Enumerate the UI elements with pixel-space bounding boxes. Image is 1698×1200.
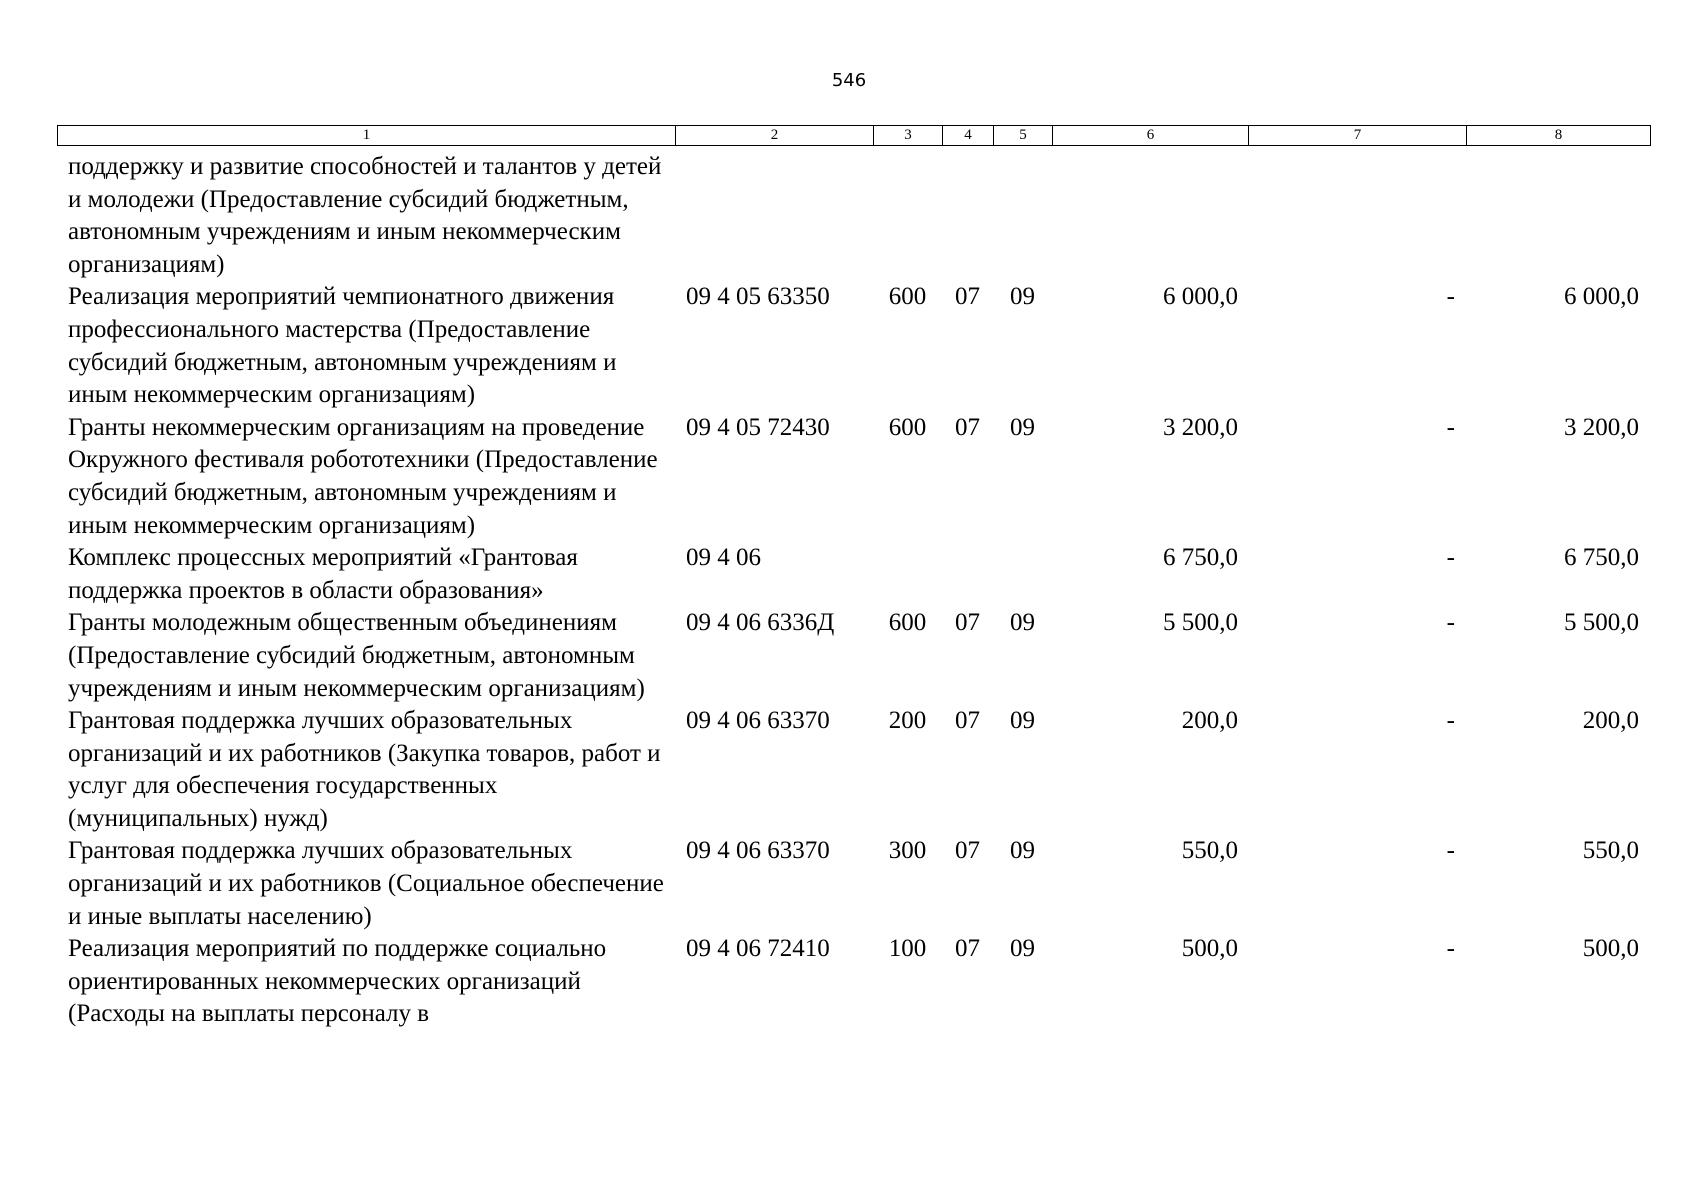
row-code: 09 4 06 63370 [686, 837, 830, 865]
row-name: Гранты молодежным общественным объединениям (Предоставление субсидий бюджетным, автономным учреждениям и иным некоммерческим организациям) [68, 609, 645, 702]
row-vr: 600 [888, 283, 927, 311]
header-row [58, 126, 1651, 146]
row-code [675, 151, 873, 281]
row-vr [873, 151, 942, 281]
page-number: 546 [831, 70, 867, 91]
row-sum1: 550,0 [1181, 837, 1238, 865]
row-change: - [1446, 837, 1455, 865]
row-rz: 07 [955, 283, 980, 311]
row-rz: 07 [955, 413, 980, 441]
table-row [57, 542, 1650, 607]
row-pr [993, 151, 1052, 281]
table-row [57, 281, 1650, 411]
row-change: - [1446, 707, 1455, 735]
row-pr: 09 [1010, 609, 1035, 637]
row-name: Грантовая поддержка лучших образовательных организаций и их работников (Закупка товаров, работ и услуг для обеспечения государственных (муниципальных) нужд) [68, 707, 661, 832]
row-sum2: 5 500,0 [1564, 609, 1639, 637]
row-name: Реализация мероприятий по поддержке социально ориентированных некоммерческих организаций (Расходы на выплаты персоналу в [68, 935, 607, 1028]
row-sum2: 500,0 [1582, 935, 1639, 963]
row-vr [873, 542, 942, 607]
row-vr: 200 [888, 707, 927, 735]
header-cell-2: 2 [676, 126, 874, 146]
row-rz: 07 [955, 837, 980, 865]
header-cell-5: 5 [994, 126, 1053, 146]
row-change: - [1446, 935, 1455, 963]
header-cell-8: 8 [1467, 126, 1651, 146]
row-sum1: 3 200,0 [1163, 413, 1238, 441]
row-change: - [1446, 283, 1455, 311]
row-sum2 [1466, 151, 1650, 281]
table-row [57, 607, 1650, 705]
row-sum1: 200,0 [1181, 707, 1238, 735]
header-cell-4: 4 [943, 126, 994, 146]
row-sum2: 6 750,0 [1564, 544, 1639, 572]
row-name: Гранты некоммерческим организациям на проведение Окружного фестиваля робототехники (Предоставление субсидий бюджетным, автономным учреждениям и иным некоммерческим организациям) [68, 413, 658, 539]
table-row [57, 151, 1650, 281]
row-change: - [1446, 413, 1455, 441]
row-sum1: 6 750,0 [1163, 544, 1238, 572]
row-pr: 09 [1010, 283, 1035, 311]
row-vr: 300 [888, 837, 927, 865]
header-cell-1: 1 [58, 126, 676, 146]
row-name: Комплекс процессных мероприятий «Грантовая поддержка проектов в области образования» [68, 544, 578, 604]
row-rz: 07 [955, 609, 980, 637]
row-code: 09 4 05 72430 [686, 413, 830, 441]
row-pr [993, 542, 1052, 607]
column-number-header [57, 125, 1651, 146]
table-row [57, 705, 1650, 835]
row-vr: 600 [888, 609, 927, 637]
row-name: поддержку и развитие способностей и талантов у детей и молодежи (Предоставление субсидий бюджетным, автономным учреждениям и иным некоммерческим организациям) [68, 153, 662, 278]
row-rz [942, 542, 993, 607]
row-pr: 09 [1010, 413, 1035, 441]
row-sum2: 3 200,0 [1564, 413, 1639, 441]
row-sum2: 200,0 [1582, 707, 1639, 735]
row-sum1: 5 500,0 [1163, 609, 1238, 637]
row-name: Грантовая поддержка лучших образовательных организаций и их работников (Социальное обеспечение и иные выплаты населению) [68, 837, 664, 930]
header-cell-6: 6 [1053, 126, 1249, 146]
row-code: 09 4 05 63350 [686, 283, 830, 311]
row-vr: 100 [888, 935, 927, 963]
row-rz: 07 [955, 707, 980, 735]
row-sum1: 6 000,0 [1163, 283, 1238, 311]
row-code: 09 4 06 63370 [686, 707, 830, 735]
row-change: - [1446, 609, 1455, 637]
row-pr: 09 [1010, 707, 1035, 735]
row-sum1: 500,0 [1181, 935, 1238, 963]
row-vr: 600 [888, 413, 927, 441]
row-rz: 07 [955, 935, 980, 963]
table-row [57, 835, 1650, 933]
row-code: 09 4 06 [686, 544, 761, 572]
header-cell-3: 3 [874, 126, 943, 146]
row-sum2: 6 000,0 [1564, 283, 1639, 311]
row-rz [942, 151, 993, 281]
row-sum1 [1052, 151, 1248, 281]
row-sum2: 550,0 [1582, 837, 1639, 865]
header-cell-7: 7 [1249, 126, 1467, 146]
row-code: 09 4 06 6336Д [686, 609, 835, 637]
row-code: 09 4 06 72410 [686, 935, 830, 963]
row-name: Реализация мероприятий чемпионатного движения профессионального мастерства (Предоставление субсидий бюджетным, автономным учреждениям и иным некоммерческим организациям) [68, 283, 617, 409]
row-pr: 09 [1010, 935, 1035, 963]
table-row [57, 412, 1650, 542]
budget-table [57, 151, 1650, 1031]
row-change: - [1446, 544, 1455, 572]
row-pr: 09 [1010, 837, 1035, 865]
row-change [1248, 151, 1466, 281]
table-row [57, 933, 1650, 1031]
